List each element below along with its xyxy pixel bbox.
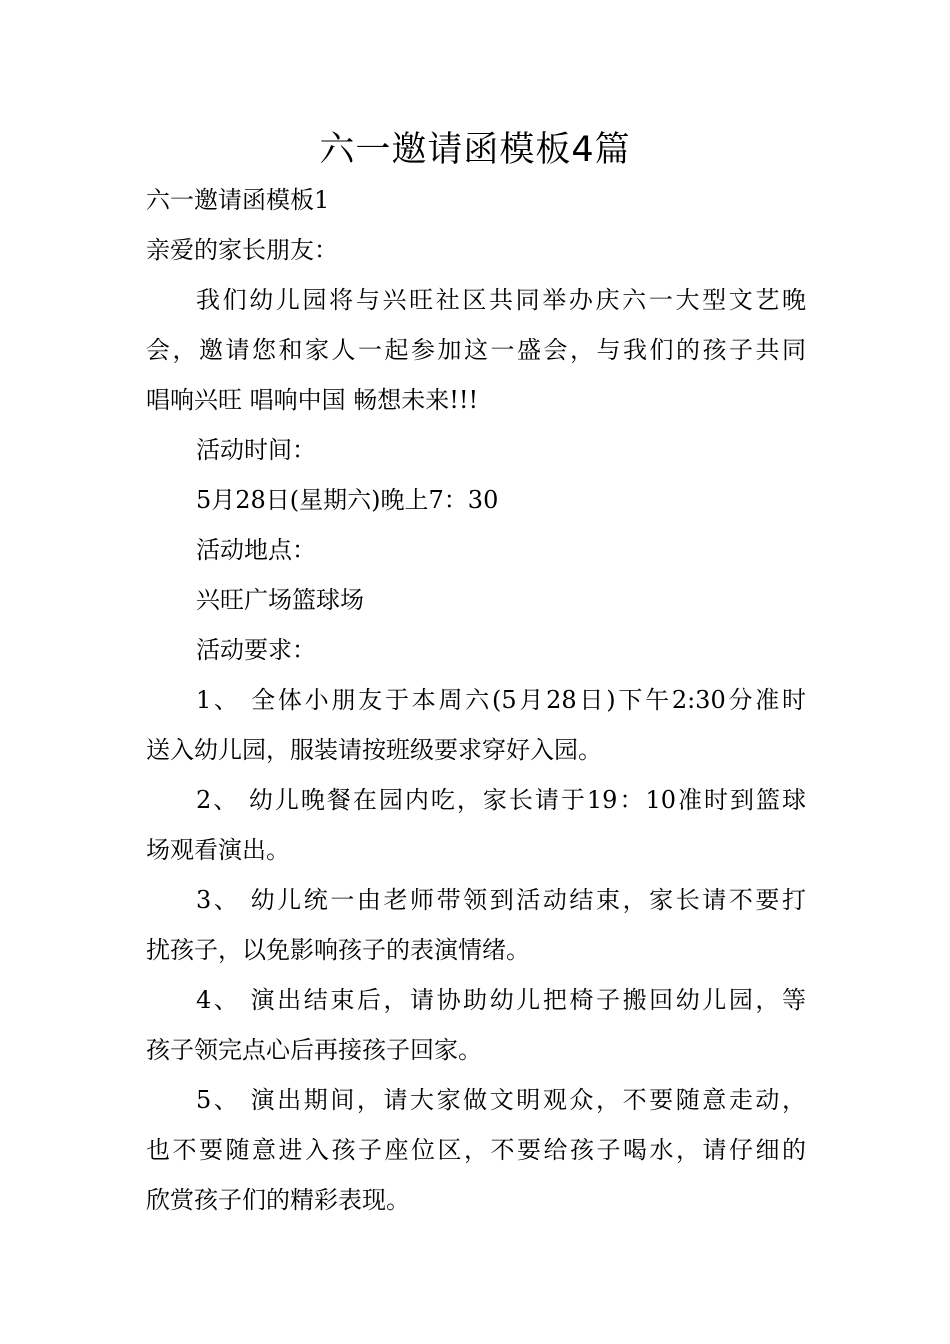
greeting: 亲爱的家长朋友：	[146, 236, 338, 264]
requirement-continuation: 欣赏孩子们的精彩表现。	[146, 1186, 410, 1214]
place-value: 兴旺广场篮球场	[196, 586, 364, 614]
requirement-item: 1、 全体小朋友于本周六(5月28日)下午2:30分准时	[196, 686, 806, 714]
requirement-continuation: 孩子领完点心后再接孩子回家。	[146, 1036, 482, 1064]
requirements-label: 活动要求：	[196, 636, 316, 664]
requirement-item: 4、 演出结束后，请协助幼儿把椅子搬回幼儿园，等	[196, 986, 806, 1014]
requirement-continuation: 扰孩子，以免影响孩子的表演情绪。	[146, 936, 530, 964]
intro-line: 会，邀请您和家人一起参加这一盛会，与我们的孩子共同	[146, 336, 806, 364]
section-heading: 六一邀请函模板1	[146, 186, 330, 214]
document-title: 六一邀请函模板4篇	[319, 130, 631, 170]
place-label: 活动地点：	[196, 536, 316, 564]
requirement-item: 5、 演出期间，请大家做文明观众，不要随意走动，	[196, 1086, 806, 1114]
requirement-continuation: 场观看演出。	[146, 836, 290, 864]
time-value: 5月28日(星期六)晚上7：30	[196, 486, 499, 514]
intro-line: 唱响兴旺 唱响中国 畅想未来!!!	[146, 386, 479, 414]
requirement-item: 2、 幼儿晚餐在园内吃，家长请于19：10准时到篮球	[196, 786, 806, 814]
requirement-continuation: 也不要随意进入孩子座位区，不要给孩子喝水，请仔细的	[146, 1136, 806, 1164]
intro-line: 我们幼儿园将与兴旺社区共同举办庆六一大型文艺晚	[196, 286, 806, 314]
requirement-item: 3、 幼儿统一由老师带领到活动结束，家长请不要打	[196, 886, 806, 914]
requirement-continuation: 送入幼儿园，服装请按班级要求穿好入园。	[146, 736, 602, 764]
time-label: 活动时间：	[196, 436, 316, 464]
